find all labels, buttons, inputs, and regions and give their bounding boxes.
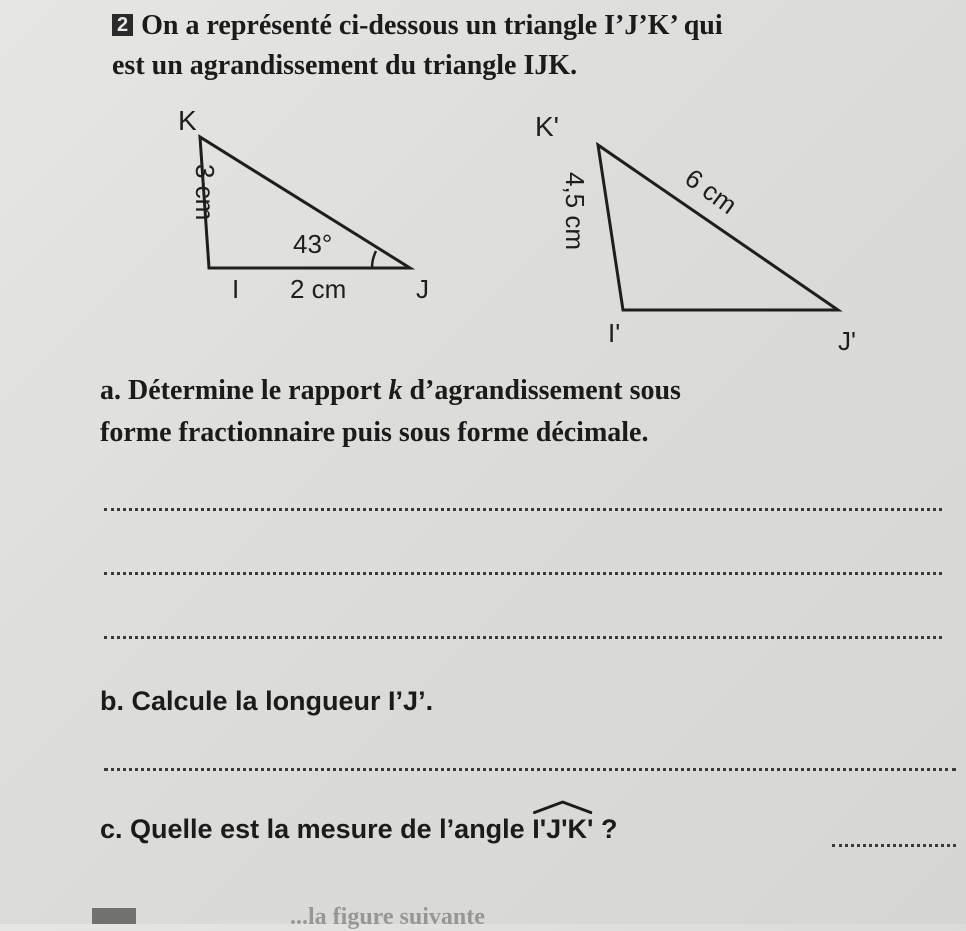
answer-line-b[interactable] [104,768,956,771]
vertex-K-label: K [178,105,197,136]
angle-arc-J [372,251,376,268]
small-triangle [178,105,429,304]
question-c-marker: c. [100,814,123,844]
side-IJ-length: 2 cm [290,274,347,304]
answer-line-c[interactable] [832,844,956,847]
ratio-k-symbol: k [388,375,403,406]
footer-partial-text: ...la figure suivante [290,904,485,930]
answer-line-a-3[interactable] [104,636,942,639]
footer-exercise-badge [92,908,136,924]
statement-line-2: est un agrandissement du triangle IJK. [112,50,578,81]
answer-line-a-2[interactable] [104,572,942,575]
large-triangle-outline [598,145,838,310]
question-b-text: Calcule la longueur I’J’. [124,686,434,716]
vertex-I-prime-label: I' [608,318,621,348]
answer-line-a-1[interactable] [104,508,942,511]
question-c-end: ? [593,814,618,844]
angle-J-value: 43° [293,229,333,259]
question-c [100,808,960,850]
question-a-text-start: Détermine le rapport [121,375,389,406]
statement-line-1: On a représenté ci-dessous un triangle I’J’K’ qui [141,10,723,41]
side-IK-length: 3 cm [190,164,220,221]
question-b-marker: b. [100,686,124,716]
angle-hat-icon [532,800,593,814]
question-a-line-2: forme fractionnaire puis sous forme décimale. [100,417,649,448]
question-c-text: Quelle est la mesure de l’angle [122,814,533,844]
question-b [100,680,900,722]
question-a-text-end: d’agrandissement sous [402,375,681,406]
vertex-I-label: I [232,274,240,304]
vertex-K-prime-label: K' [535,111,560,142]
question-a-marker: a. [100,375,121,406]
triangles-figure [0,0,966,370]
side-IK-prime-length: 4,5 cm [560,172,590,251]
angle-name-text: I'J'K' [532,814,594,844]
large-triangle [535,111,856,356]
side-KJ-prime-length: 6 cm [679,162,743,220]
vertex-J-prime-label: J' [838,326,856,356]
question-a [100,370,900,454]
vertex-J-label: J [416,274,429,304]
exercise-number-badge: 2 [112,14,133,36]
angle-I-prime-J-prime-K-prime [532,808,593,850]
